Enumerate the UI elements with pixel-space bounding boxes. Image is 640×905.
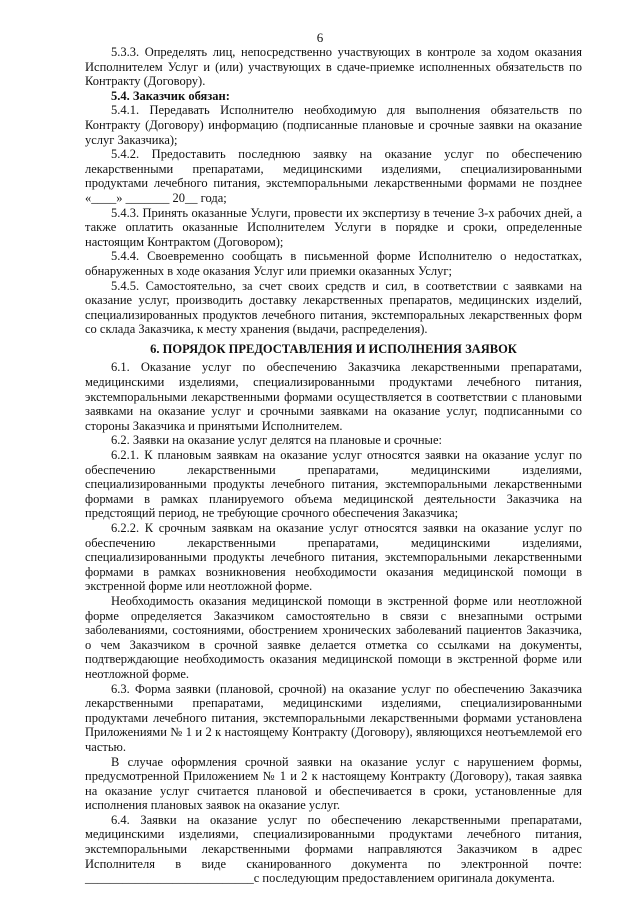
- clause-5-4-5: 5.4.5. Самостоятельно, за счет своих средств и сил, в соответствии с заявками на оказание услуг, производить доставку лекарственных препаратов, медицинских изделий, специализированных продуктов лечебного питания, экстемпоральных лекарственных форм со склада Заказчика, к месту хранения (выдачи, распределения).: [85, 278, 582, 337]
- clause-6-3: 6.3. Форма заявки (плановой, срочной) на оказание услуг по обеспечению Заказчика лекарственными препаратами, медицинскими изделиями, специализированными продуктами лечебного питания, экстемпоральными лекарственными формами установлена Приложениями № 1 и 2 к настоящему Контракту (Договору), являющихся неотъемлемой его частью.: [85, 681, 582, 754]
- clause-5-4-4: 5.4.4. Своевременно сообщать в письменной форме Исполнителю о недостатках, обнаруженных в ходе оказания Услуг или приемки оказанных Услуг;: [85, 249, 582, 278]
- clause-5-4-1: 5.4.1. Передавать Исполнителю необходимую для выполнения обязательств по Контракту (Договору) информацию (подписанные плановые и срочные заявки на оказание услуг Заказчика);: [85, 103, 582, 147]
- clause-5-4-heading: 5.4. Заказчик обязан:: [111, 88, 230, 103]
- clause-5-3-3: 5.3.3. Определять лиц, непосредственно участвующих в контроле за ходом оказания Исполнителем Услуг и (или) участвующих в сдаче-приемке исполненных обязательств по Контракту (Договору).: [85, 45, 582, 89]
- clause-5-4-2: 5.4.2. Предоставить последнюю заявку на оказание услуг по обеспечению лекарственными препаратами, медицинскими изделиями, специализированными продуктами лечебного питания, экстемпоральными лекарственными формами не позднее «____» _______ 20__ года;: [85, 147, 582, 205]
- clause-6-1: 6.1. Оказание услуг по обеспечению Заказчика лекарственными препаратами, медицинскими изделиями, специализированными продуктами лечебного питания, экстемпоральными лекарственными формами осуществляется в соответствии с плановыми заявками на оказание услуг и срочными заявками на оказание услуг, подписанными со стороны Заказчика и принятыми Исполнителем.: [85, 360, 582, 433]
- clause-6-2-2: 6.2.2. К срочным заявкам на оказание услуг относятся заявки на оказание услуг по обеспечению лекарственными препаратами, медицинскими изделиями, специализированными продукты лечебного питания, экстемпоральными лекарственными формами в рамках возникновения необходимости оказания медицинской помощи в экстренной форме или неотложной форме.: [85, 521, 582, 594]
- clause-6-4: 6.4. Заявки на оказание услуг по обеспечению лекарственными препаратами, медицинскими изделиями, специализированными продуктами лечебного питания, экстемпоральными лекарственными формами направляются Заказчиком в адрес Исполнителя в виде сканированного документа по электронной почте: ___________________________с последующим предоставлением оригинала документа.: [85, 812, 582, 886]
- urgency-paragraph: Необходимость оказания медицинской помощи в экстренной форме или неотложной форме определяется Заказчиком самостоятельно в связи с внезапными острыми заболеваниями, состояниями, обострением хронических заболеваний пациентов Заказчика, о чем Заказчиком в срочной заявке делается отметка со ссылками на документы, подтверждающие необходимость оказания медицинской помощи в экстренной форме или неотложной форме.: [85, 593, 582, 681]
- clause-6-2: 6.2. Заявки на оказание услуг делятся на плановые и срочные:: [111, 433, 442, 448]
- section-6-heading: 6. ПОРЯДОК ПРЕДОСТАВЛЕНИЯ И ИСПОЛНЕНИЯ ЗАЯВОК: [150, 341, 517, 356]
- form-violation-paragraph: В случае оформления срочной заявки на оказание услуг с нарушением формы, предусмотренной Приложением № 1 и 2 к настоящему Контракту (Договору), такая заявка на оказание услуг считается плановой и обеспечивается в сроки, установленные для исполнения плановых заявок на оказание услуг.: [85, 754, 582, 813]
- document-body: [85, 45, 582, 886]
- clause-6-2-1: 6.2.1. К плановым заявкам на оказание услуг относятся заявки на оказание услуг по обеспечению лекарственными препаратами, медицинскими изделиями, специализированными продукты лечебного питания, экстемпоральными лекарственными формами в рамках планируемого объема медицинской деятельности Заказчика на предстоящий период, не требующие срочного обеспечения Заказчика;: [85, 448, 582, 521]
- page-number: 6: [316, 30, 324, 45]
- clause-5-4-3: 5.4.3. Принять оказанные Услуги, провести их экспертизу в течение 3-х рабочих дней, а также оплатить оказанные Исполнителем Услуги в порядке и сроки, определенные настоящим Контрактом (Договором);: [85, 205, 582, 249]
